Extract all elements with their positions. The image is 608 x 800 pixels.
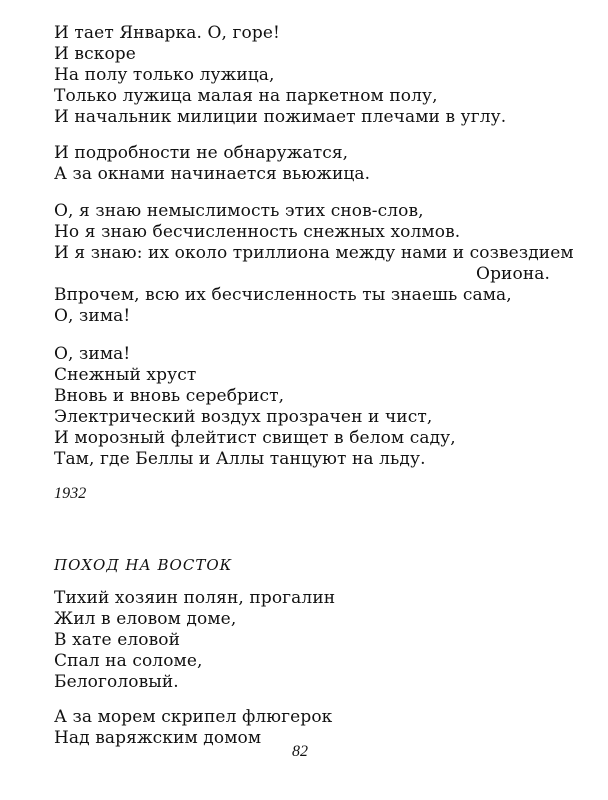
poem-line: Там, где Беллы и Аллы танцуют на льду.: [54, 449, 426, 469]
poem-line: Жил в еловом доме,: [54, 609, 237, 629]
poem-line: В хате еловой: [54, 630, 181, 650]
poem-title: ПОХОД НА ВОСТОК: [54, 556, 233, 574]
poem-line: Белоголовый.: [54, 672, 179, 692]
poem-line: И тает Январка. О, горе!: [54, 23, 280, 43]
poem-date: 1932: [54, 485, 87, 502]
poem-line: Тихий хозяин полян, прогалин: [54, 588, 336, 608]
poem-line: Но я знаю бесчисленность снежных холмов.: [54, 222, 461, 242]
poem-line: Вновь и вновь серебрист,: [54, 386, 285, 406]
poem-line: О, зима!: [54, 306, 131, 326]
poem-line: О, я знаю немыслимость этих снов-слов,: [54, 201, 424, 221]
poem-line: И подробности не обнаружатся,: [54, 143, 349, 163]
poem-line: А за морем скрипел флюгерок: [54, 707, 333, 727]
poem-line: Над варяжским домом: [54, 728, 262, 748]
poem-line-continuation: Ориона.: [476, 264, 550, 284]
poem-line: Снежный хруст: [54, 365, 197, 385]
poem-line: И начальник милиции пожимает плечами в углу.: [54, 107, 507, 127]
poem-line: На полу только лужица,: [54, 65, 275, 85]
poem-line: А за окнами начинается вьюжица.: [54, 164, 371, 184]
poem-line: И я знаю: их около триллиона между нами и созвездием: [54, 243, 574, 263]
page-number: 82: [292, 743, 308, 760]
poem-line: Только лужица малая на паркетном полу,: [54, 86, 438, 106]
poem-line: Электрический воздух прозрачен и чист,: [54, 407, 433, 427]
poem-line: О, зима!: [54, 344, 131, 364]
poem-line: И вскоре: [54, 44, 136, 64]
poem-line: Спал на соломе,: [54, 651, 203, 671]
poem-line: И морозный флейтист свищет в белом саду,: [54, 428, 456, 448]
poem-line: Впрочем, всю их бесчисленность ты знаешь сама,: [54, 285, 512, 305]
